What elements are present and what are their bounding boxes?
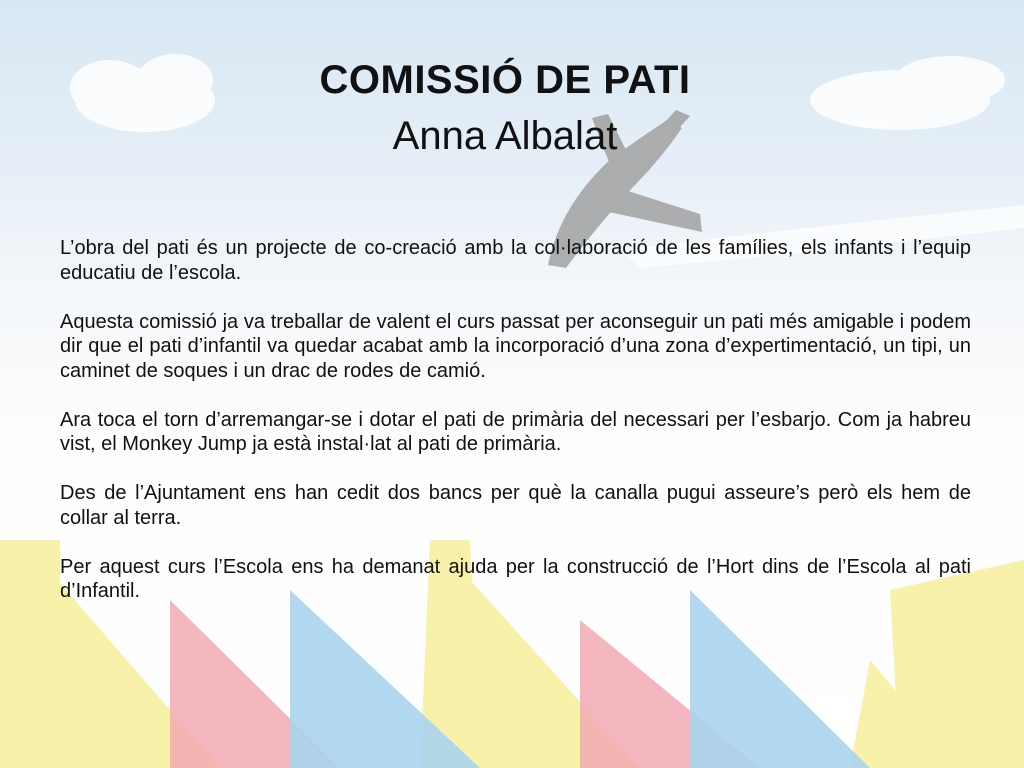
paragraph-4: Des de l’Ajuntament ens han cedit dos bancs per què la canalla pugui asseure’s però els hem de collar al terra. — [60, 482, 971, 529]
slide-subtitle: Anna Albalat — [392, 114, 618, 158]
paragraph-5: Per aquest curs l’Escola ens ha demanat ajuda per la construcció de l’Hort dins de l’Escola al pati d’Infantil. — [60, 555, 971, 602]
paragraph-3: Ara toca el torn d’arremangar-se i dotar el pati de primària del necessari per l’esbarjo. Com ja habreu vist, el Monkey Jump ja està instal·lat al pati de primària. — [60, 408, 971, 455]
paragraph-1: L’obra del pati és un projecte de co-creació amb la col·laboració de les famílies, els infants i l’equip educatiu de l’escola. — [60, 237, 971, 284]
slide-title: COMISSIÓ DE PATI — [319, 58, 691, 102]
body-text — [60, 236, 971, 628]
paragraph-2: Aquesta comissió ja va treballar de valent el curs passat per aconseguir un pati més amigable i podem dir que el pati d’infantil va quedar acabat amb la incorporació d’una zona d’expertimentació, un tipi, un caminet de soques i un drac de rodes de camió. — [60, 310, 971, 382]
